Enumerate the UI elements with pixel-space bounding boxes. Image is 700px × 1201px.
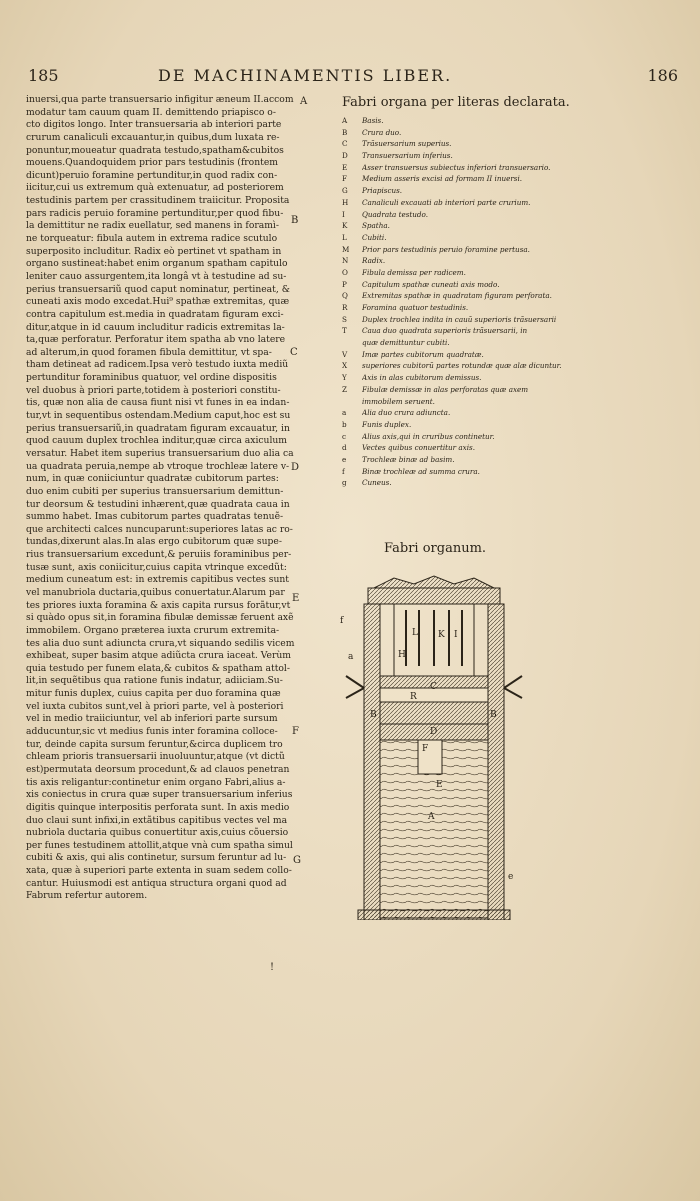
legend-letter: g [342,478,347,488]
text-line: tis, quæ non alia de causa fiunt nisi vt funes in ea indan- [26,397,290,409]
text-line: crurum canaliculi excauantur,in quibus,dum luxata re- [26,131,280,143]
legend-description: quæ demittuntur cubiti. [362,338,450,348]
text-line: summo habet. Imas cubitorum partes quadratas tenuẽ- [26,511,284,523]
legend-item [342,255,672,267]
figure-title: Fabri organum. [384,541,487,556]
legend-description: Axis in alas cubitorum demissus. [362,373,482,383]
legend-item [342,127,672,139]
legend-letter: b [342,419,347,429]
figure-letter: E [436,780,443,790]
margin-letter: D [291,462,300,473]
legend-letter: R [342,303,348,312]
figure-letter: a [348,652,354,662]
legend-item [342,138,672,150]
legend-letter: K [342,221,348,231]
text-line: dicunt)peruio foramine pertunditur,in quod radix con- [26,169,278,181]
legend-description: Priapiscus. [362,186,403,196]
legend-letter: M [342,244,350,254]
legend-item [342,477,672,489]
text-line: cto digitos longo. Inter transuersaria ab interiori parte [26,119,282,131]
text-line: pars radicis peruio foramine pertunditur,per quod fibu- [26,207,284,219]
text-line: leniter cauo assurgentem,ita longâ vt à testudine ad su- [26,270,287,282]
legend-description: Vectes quibus conuertitur axis. [362,443,475,453]
legend-description: Trochleæ binæ ad basim. [362,454,455,464]
legend-description: Medium asseris excisi ad formam II inuersi. [362,174,523,184]
text-line: vel iuxta cubitos sunt,vel à priori parte, vel à posteriori [26,700,284,712]
text-line: cubiti & axis, qui alis continetur, sursum feruntur ad lu- [26,852,287,864]
text-line: chleam prioris transuersarii inuoluuntur,atque (vt dictũ [26,751,285,763]
text-line: inuersi,qua parte transuersario infigitur æneum II.accom [26,94,294,105]
figure-letter: K [438,630,445,640]
legend-description: Transuersarium inferius. [362,151,453,161]
legend-description: Cuneus. [362,478,392,488]
text-line: ditur,atque in id cauum includitur radicis extremitas la- [26,321,285,333]
legend-description: Foramina quatuor testudinis. [362,303,469,312]
legend-letter: Q [342,291,348,301]
legend-letter: d [342,443,347,453]
legend-letter: H [342,197,349,207]
bottom-mark: ! [270,962,275,973]
text-line: tur,vt in sequentibus ostendam.Medium caput,hoc est su [26,410,291,422]
figure-letter: L [412,628,418,638]
running-header [28,66,678,90]
margin-letter: B [291,215,299,226]
figure-letter: D [430,727,438,737]
legend-letter [342,396,362,408]
legend-item [342,360,672,372]
text-line: xata, quæ à superiori parte extenta in suam sedem collo- [26,865,292,877]
text-line: duo enim cubiti per superius transuersarium demittun- [26,485,284,497]
legend-description: Canaliculi excauati ab interiori parte crurium. [362,197,531,207]
legend-item [342,173,672,185]
legend-letter: e [342,454,347,464]
legend-item [342,454,672,466]
legend-description: Spatha. [362,221,390,231]
legend-letter: a [342,408,347,418]
text-line: superposito includitur. Radix eò pertinet vt spatham in [26,245,282,257]
text-line: est)permutata deorsum procedunt,& ad clauos penetran [26,763,290,775]
text-line: ua quadrata peruia,nempe ab vtroque trochleæ latere v- [26,460,290,472]
text-line: ne torqueatur: fibula autem in extrema radice scutulo [26,233,278,245]
legend-item [342,244,672,256]
legend-letter: G [342,186,348,196]
text-line: que architecti calces nuncuparunt:superiores latas ac ro- [26,523,293,535]
legend-letter: P [342,279,347,289]
figure-letter: R [410,692,417,702]
text-line: versatur. Habet item superius transuersarium duo alia ca [26,447,294,459]
text-line: rius transuersarium excedunt,& peruiis foraminibus per- [26,549,292,561]
legend-description: Prior pars testudinis peruio foramine pertusa. [362,244,530,254]
text-line: tis axis religantur:continetur enim organo Fabri,alius a- [26,776,286,788]
legend-letter: A [342,116,348,125]
legend-letter: Z [342,384,347,394]
legend-item [342,150,672,162]
text-line: mouens.Quandoquidem prior pars testudinis (frontem [26,157,278,169]
text-line: tur deorsum & testudini inhærent,quæ quadrata caua in [26,498,290,510]
legend-letter: I [342,209,345,219]
text-line: xis coniectus in crura quæ super transuersarium inferius [26,789,293,801]
legend-item [342,162,672,174]
page-number-left: 185 [28,66,59,85]
legend-letter: E [342,162,348,172]
legend-item [342,396,672,408]
text-line: immobilem. Organo præterea iuxta crurum extremita- [26,624,280,636]
text-line: per funes testudinem attollit,atque vnà cum spatha simul [26,839,293,851]
legend-letter: f [342,466,345,476]
legend-description: immobilem seruent. [362,396,435,406]
legend-description: Alia duo crura adiuncta. [362,408,451,418]
text-line: tur, deinde capita sursum feruntur,&circa duplicem tro [26,738,283,750]
text-line: tusæ sunt, axis coniicitur,cuius capita vtrinque excedũt: [26,561,287,573]
margin-letter: C [290,347,298,358]
text-line: organo sustineat:habet enim organum spatham capitulo [26,258,288,270]
machine-woodcut [334,570,534,920]
legend-letter: X [342,361,348,371]
legend-item [342,232,672,244]
text-line: mitur funis duplex, cuius capita per duo foramina quæ [26,688,281,700]
text-line: perius transuersariũ quod caput nominatur, pertineat, & [26,283,290,295]
margin-letter: G [293,855,301,866]
margin-letter: A [300,96,308,107]
legend-description: Imæ partes cubitorum quadratæ. [362,349,484,359]
legend-letter: S [342,314,347,324]
legend-item [342,419,672,431]
text-line: si quàdo opus sit,in foramina fibulæ demissæ feruent axẽ [26,612,294,624]
text-line: duo claui sunt infixi,in extãtibus capitibus vectes vel ma [26,814,288,826]
legend-item [342,197,672,209]
legend-item [342,442,672,454]
legend-letter: L [342,232,347,242]
text-line: tundas,dixerunt alas.In alas ergo cubitorum quæ supe- [26,536,282,548]
legend-letter: Y [342,373,347,383]
legend-letter: V [342,349,348,359]
figure-letter: A [428,812,435,822]
legend-item [342,279,672,291]
main-text-column [26,94,299,903]
legend-description: superiores cubitorũ partes rotundæ quæ alæ dicuntur. [362,361,562,371]
legend-item [342,209,672,221]
running-title: DE MACHINAMENTIS LIBER. [158,66,453,85]
legend-item [342,431,672,443]
text-line: cantur. Huiusmodi est antiqua structura organi quod ad [26,877,287,889]
text-line: perius transuersariũ,in quadratam figuram excauatur, in [26,422,290,434]
legend-description: Duplex trochlea indita in cauũ superioris trãsuersarii [362,314,557,324]
legend-item [342,220,672,232]
legend-description: Quadrata testudo. [362,209,429,219]
text-line: cuneati axis modo excedat.Hui⁹ spathæ extremitas, quæ [26,296,290,308]
text-line: quod cauum duplex trochlea inditur,quæ circa axiculum [26,435,288,447]
legend-letter: C [342,139,348,149]
text-line: medium cuneatum est: in extremis capitibus vectes sunt [26,574,290,586]
legend-description: Fibulæ demissæ in alas perforatas quæ axem [362,384,529,394]
text-line: la demittitur ne radix euellatur, sed manens in foramì- [26,220,279,232]
text-line: iicitur,cui us extremum quà extenuatur, ad posteriorem [26,182,284,194]
figure-letter: I [454,630,458,640]
page-number-right: 186 [647,66,678,85]
legend-item [342,325,672,337]
legend-description: Crura duo. [362,127,402,137]
legend-description: Caua duo quadrata superioris trãsuersarii, in [362,326,528,336]
legend-description: Trãsuersarium superius. [362,139,452,149]
legend-description: Capitulum spathæ cuneati axis modo. [362,279,500,289]
legend-item [342,337,672,349]
legend-item [342,384,672,396]
legend-description: Funis duplex. [362,419,412,429]
text-line: ta,quæ perforatur. Perforatur item spatha ab vno latere [26,334,286,346]
text-line: contra capitulum est.media in quadratam figuram exci- [26,308,284,320]
legend-letter: O [342,267,348,277]
legend-letter [342,337,362,349]
text-line: vel manubriola ductaria,quibus conuertatur.Alarum par [26,586,285,598]
machine-illustration [334,570,534,920]
text-line: vel duobus à priori parte,totidem à posteriori constitu- [26,384,281,396]
legend-description: Radix. [362,256,386,266]
text-line: modatur tam cauum quam II. demittendo priapisco o- [26,106,276,118]
legend-letter: T [342,326,347,336]
legend-letter: B [342,127,348,137]
legend-item [342,267,672,279]
text-line: Fabrum refertur autorem. [26,890,148,902]
legend-list [342,115,672,489]
legend-letter: D [342,151,348,161]
figure-letter: f [340,616,344,626]
legend-description: Cubiti. [362,232,387,242]
legend-item [342,466,672,478]
text-line: exhibeat, super basim atque adiũcta crura iaceat. Verùm [26,650,291,662]
legend-title: Fabri organa per literas declarata. [342,95,570,110]
figure-letter: e [508,872,514,882]
text-line: digitis quinque interpositis perforata sunt. In axis medio [26,801,290,813]
legend-item [342,407,672,419]
legend-letter: c [342,431,347,441]
text-line: testudinis partem per crassitudinem traiicitur. Proposita [26,195,290,207]
legend-item [342,302,672,314]
text-line: pertunditur foraminibus quatuor, vel ordine dispositis [26,372,277,384]
legend-item [342,290,672,302]
text-line: lit,in sequẽtibus qua ratione funis indatur, adiiciam.Su- [26,675,283,687]
legend-description: Basis. [362,116,384,125]
legend-description: Fibula demissa per radicem. [362,267,466,277]
margin-letter: E [292,593,300,604]
text-line: ponuntur,moueatur quadrata testudo,spatham&cubitos [26,144,284,156]
legend-description: Alius axis,qui in cruribus continetur. [362,431,495,441]
legend-description: Asser transuersus subiectus inferiori transuersario. [362,162,551,172]
text-line: quia testudo per funem elata,& cubitos & spatham attol- [26,662,290,674]
figure-letter: C [430,682,437,692]
legend-item [342,185,672,197]
text-line: vel in medio traiiciuntur, vel ab inferiori parte sursum [26,713,278,725]
legend-description: Extremitas spathæ in quadratam figuram perforata. [362,291,552,301]
text-line: ad alterum,in quod foramen fibula demittitur, vt spa- [26,346,272,358]
legend-item [342,372,672,384]
text-line: nubriola ductaria quibus conuertitur axis,cuius cõuersio [26,827,289,839]
text-line: tes priores iuxta foramina & axis capita rursus forãtur,vt [26,599,291,611]
figure-letter: B [490,710,497,720]
figure-letter: F [422,744,429,754]
legend-description: Binæ trochleæ ad summa crura. [362,466,480,476]
figure-letter: B [370,710,377,720]
text-line: num, in quæ coniiciuntur quadratæ cubitorum partes: [26,473,279,485]
legend-letter: N [342,256,349,266]
legend-item [342,115,672,127]
text-line: adducuntur,sic vt medius funis inter foramina colloce- [26,726,278,738]
margin-letter: F [292,726,299,737]
text-line: tham detineat ad radicem.Ipsa verò testudo iuxta mediũ [26,359,289,371]
figure-letter: H [398,650,406,660]
legend-item [342,349,672,361]
legend-letter: F [342,174,347,184]
legend-item [342,314,672,326]
text-line: tes alia duo sunt adiuncta crura,vt siquando sedilis vicem [26,637,295,649]
